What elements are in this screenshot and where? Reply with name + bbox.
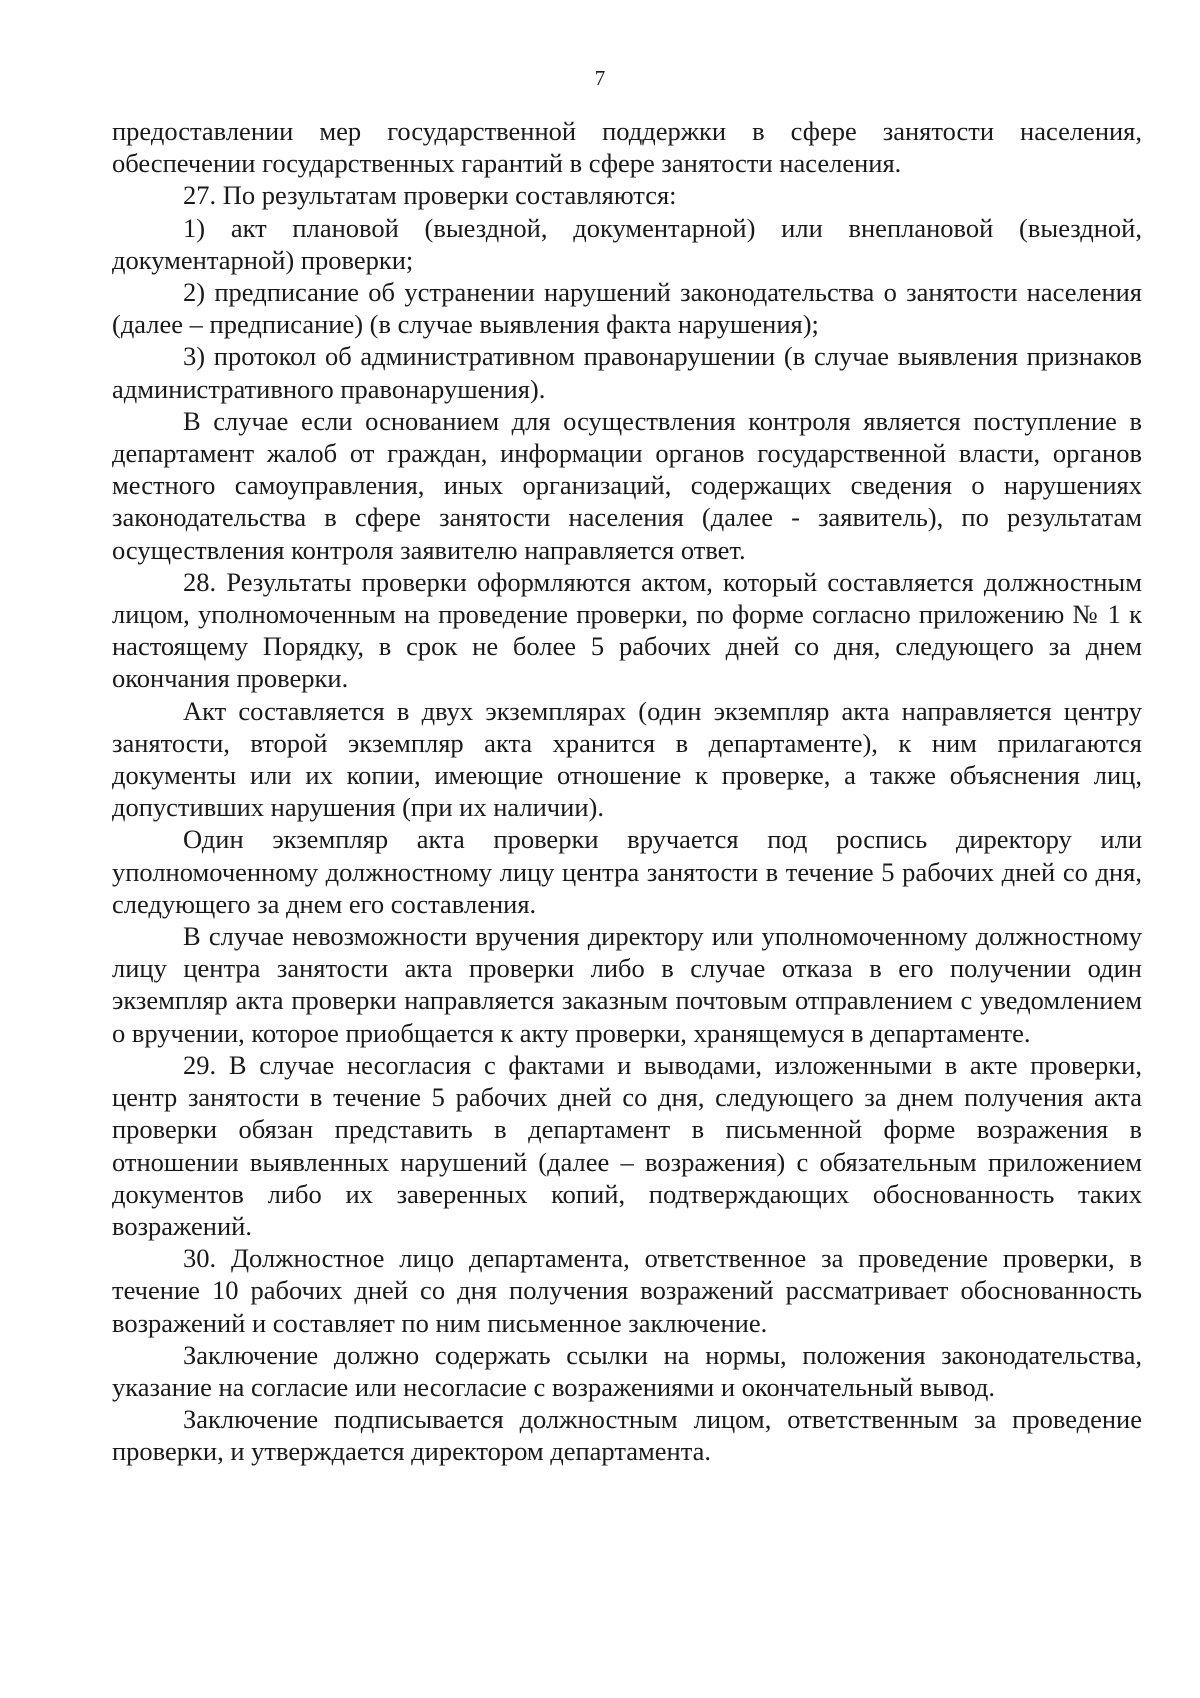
- paragraph: предоставлении мер государственной поддержки в сфере занятости населения, обеспечении государственных гарантий в сфере занятости населения.: [112, 116, 1142, 179]
- list-item: 3) протокол об административном правонарушении (в случае выявления признаков административного правонарушения).: [112, 341, 1142, 404]
- paragraph: В случае если основанием для осуществления контроля является поступление в департамент жалоб от граждан, информации органов государственной власти, органов местного самоуправления, иных организаций, содержащих сведения о нарушениях законодательства в сфере занятости населения (далее - заявитель), по результатам осуществления контроля заявителю направляется ответ.: [112, 405, 1142, 565]
- paragraph: В случае невозможности вручения директору или уполномоченному должностному лицу центра занятости акта проверки либо в случае отказа в его получении один экземпляр акта проверки направляется заказным почтовым отправлением с уведомлением о вручении, которое приобщается к акту проверки, хранящемуся в департаменте.: [112, 921, 1142, 1048]
- list-item: 2) предписание об устранении нарушений законодательства о занятости населения (далее – предписание) (в случае выявления факта нарушения);: [112, 277, 1142, 340]
- paragraph: 27. По результатам проверки составляются:: [183, 180, 677, 211]
- paragraph: Заключение должно содержать ссылки на нормы, положения законодательства, указание на согласие или несогласие с возражениями и окончательный вывод.: [112, 1339, 1142, 1402]
- page-number: 7: [594, 66, 606, 90]
- paragraph: 28. Результаты проверки оформляются актом, который составляется должностным лицом, уполномоченным на проведение проверки, по форме согласно приложению № 1 к настоящему Порядку, в срок не более 5 рабочих дней со дня, следующего за днем окончания проверки.: [112, 566, 1142, 694]
- document-body: [112, 115, 1142, 1468]
- paragraph: Акт составляется в двух экземплярах (один экземпляр акта направляется центру занятости, второй экземпляр акта хранится в департаменте), к ним прилагаются документы или их копии, имеющие отношение к проверке, а также объяснения лиц, допустивших нарушения (при их наличии).: [112, 695, 1142, 823]
- paragraph: Заключение подписывается должностным лицом, ответственным за проведение проверки, и утверждается директором департамента.: [112, 1404, 1142, 1467]
- paragraph: 30. Должностное лицо департамента, ответственное за проведение проверки, в течение 10 рабочих дней со дня получения возражений рассматривает обоснованность возражений и составляет по ним письменное заключение.: [112, 1243, 1142, 1338]
- paragraph: 29. В случае несогласия с фактами и выводами, изложенными в акте проверки, центр занятости в течение 5 рабочих дней со дня, следующего за днем получения акта проверки обязан представить в департамент в письменной форме возражения в отношении выявленных нарушений (далее – возражения) с обязательным приложением документов либо их заверенных копий, подтверждающих обоснованность таких возражений.: [112, 1049, 1142, 1241]
- paragraph: Один экземпляр акта проверки вручается под роспись директору или уполномоченному должностному лицу центра занятости в течение 5 рабочих дней со дня, следующего за днем его составления.: [112, 824, 1142, 919]
- list-item: 1) акт плановой (выездной, документарной) или внеплановой (выездной, документарной) проверки;: [112, 212, 1142, 275]
